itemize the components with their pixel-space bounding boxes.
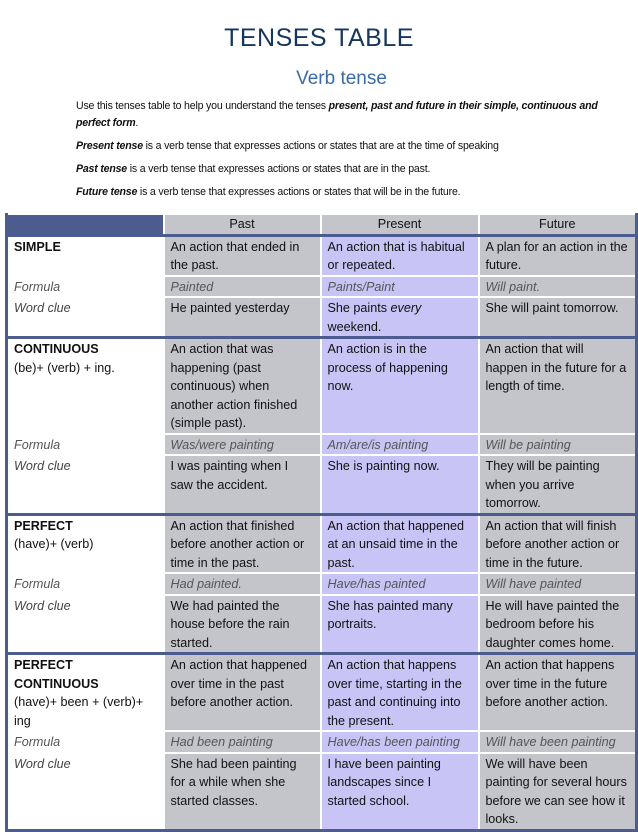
table-row (7, 235, 637, 276)
table-cell: An action that ended in the past. (164, 235, 321, 276)
cell-text: weekend. (327, 319, 382, 334)
tenses-table (5, 213, 638, 832)
table-cell: They will be painting when you arrive tomorrow. (479, 455, 637, 514)
table-cell: Am/are/is painting (321, 434, 479, 456)
present-definition (76, 138, 616, 155)
table-row (7, 514, 637, 573)
header-present: Present (321, 214, 479, 235)
intro-end: . (135, 117, 139, 129)
table-cell: A plan for an action in the future. (479, 235, 637, 276)
intro-text-start: Use this tenses table to help you understand the tenses (76, 100, 329, 112)
cell-text: She paints (327, 301, 391, 315)
table-cell: She has painted many portraits. (321, 595, 479, 654)
past-term: Past tense (76, 163, 127, 175)
table-cell: Had been painting (164, 731, 321, 753)
table-row (7, 338, 637, 434)
table-cell: An action that happened over time in the past before another action. (164, 654, 321, 732)
table-cell: Will be painting (479, 434, 637, 456)
table-cell: An action that happens over time, starting in the past and continuing into the present. (321, 654, 479, 732)
table-cell: He painted yesterday (164, 297, 321, 338)
row-label-formula: Formula (7, 434, 164, 456)
table-cell: Will have painted (479, 573, 637, 595)
section-name: PERFECT (14, 518, 73, 533)
table-cell: Had painted. (164, 573, 321, 595)
table-cell: Have/has painted (321, 573, 479, 595)
table-row (7, 297, 637, 338)
page-subtitle: Verb tense (296, 68, 387, 89)
table-cell: An action that happened at an unsaid time in the past. (321, 514, 479, 573)
section-formula-note: (be)+ (verb) + ing. (14, 360, 115, 375)
present-term: Present tense (76, 140, 143, 152)
future-def-text: is a verb tense that expresses actions or states that will be in the future. (137, 186, 461, 198)
section-name: CONTINUOUS (14, 342, 99, 356)
table-cell: An action that was happening (past continuous) when another action finished (simple past). (164, 338, 321, 434)
row-label-word-clue: Word clue (7, 297, 164, 338)
header-past: Past (164, 214, 321, 235)
past-definition (76, 161, 616, 178)
table-row (7, 753, 637, 831)
row-label-perfect-continuous (7, 654, 164, 732)
intro-text (76, 98, 616, 207)
cell-emphasis: every (390, 301, 422, 315)
table-cell: She will paint tomorrow. (479, 297, 637, 338)
past-def-text: is a verb tense that expresses actions or states that are in the past. (127, 163, 431, 175)
table-cell: An action that happens over time in the future before another action. (479, 654, 637, 732)
table-row (7, 434, 637, 456)
table-cell: An action is in the process of happening now. (321, 338, 479, 434)
table-cell: Painted (164, 276, 321, 298)
table-cell: She had been painting for a while when she started classes. (164, 753, 321, 831)
present-def-text: is a verb tense that expresses actions or states that are at the time of speaking (142, 140, 499, 152)
table-cell: Will have been painting (479, 731, 637, 753)
row-label-continuous (7, 338, 164, 434)
header-future: Future (479, 214, 637, 235)
table-cell: I have been painting landscapes since I started school. (321, 753, 479, 831)
table-corner (7, 214, 164, 235)
table-cell (321, 297, 479, 338)
table-cell: Was/were painting (164, 434, 321, 456)
row-label-word-clue: Word clue (7, 753, 164, 831)
row-label-perfect (7, 514, 164, 573)
section-formula-note: (have)+ (verb) (14, 537, 94, 551)
table-row (7, 654, 637, 732)
table-cell: An action that finished before another action or time in the past. (164, 514, 321, 573)
table-cell: He will have painted the bedroom before his daughter comes home. (479, 595, 637, 654)
row-label-word-clue: Word clue (7, 455, 164, 514)
table-row (7, 455, 637, 514)
table-cell: An action that will happen in the future for a length of time. (479, 338, 637, 434)
row-label-word-clue: Word clue (7, 595, 164, 654)
table-row (7, 731, 637, 753)
table-cell: Have/has been painting (321, 731, 479, 753)
table-cell: An action that will finish before another action or time in the future. (479, 514, 637, 573)
table-row (7, 595, 637, 654)
table-cell: We had painted the house before the rain started. (164, 595, 321, 654)
intro-emphasis: present, past and future in their simple, continuous and perfect form (76, 100, 598, 129)
table-cell: We will have been painting for several hours before we can see how it looks. (479, 753, 637, 831)
row-label-formula: Formula (7, 731, 164, 753)
section-name: PERFECT CONTINUOUS (14, 658, 99, 691)
table-cell: An action that is habitual or repeated. (321, 235, 479, 276)
row-label-simple (7, 235, 164, 276)
future-term: Future tense (76, 186, 138, 198)
table-row (7, 276, 637, 298)
section-formula-note: (have)+ been + (verb)+ ing (14, 695, 144, 728)
table-cell: Will paint. (479, 276, 637, 298)
row-label-formula: Formula (7, 276, 164, 298)
row-label-formula: Formula (7, 573, 164, 595)
table-cell: I was painting when I saw the accident. (164, 455, 321, 514)
table-cell: She is painting now. (321, 455, 479, 514)
page-title: TENSES TABLE (224, 24, 414, 52)
table-row (7, 573, 637, 595)
section-name: SIMPLE (14, 239, 61, 254)
table-header-row (7, 214, 637, 235)
future-definition (76, 184, 616, 201)
intro-paragraph (76, 98, 616, 132)
table-cell: Paints/Paint (321, 276, 479, 298)
